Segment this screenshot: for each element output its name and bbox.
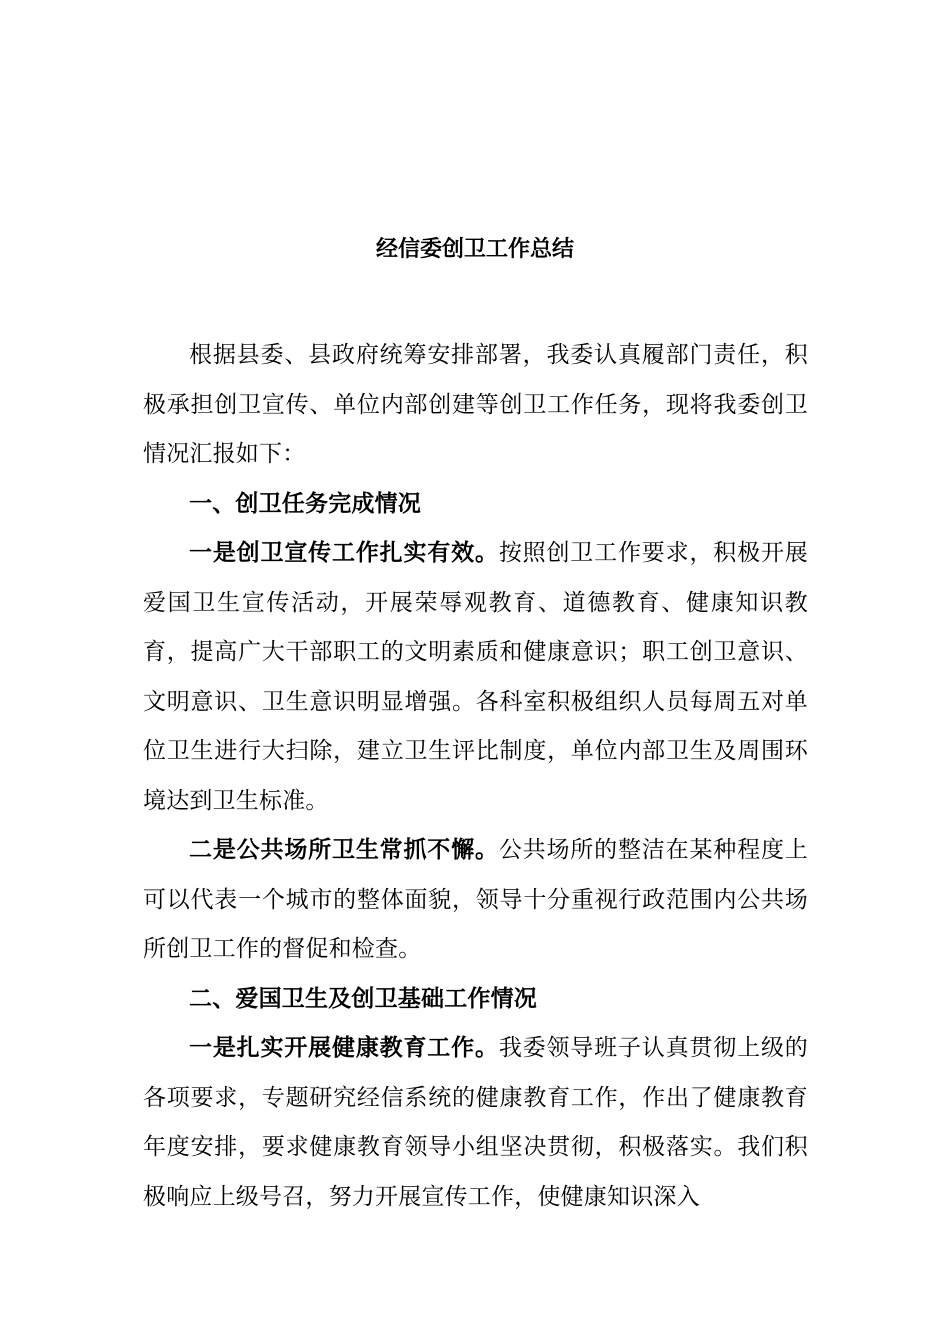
paragraph-lead: 一是扎实开展健康教育工作。 <box>189 1035 499 1061</box>
document-body <box>143 331 808 1222</box>
paragraph-publicity <box>143 529 808 826</box>
paragraph-text: 按照创卫工作要求，积极开展爱国卫生宣传活动，开展荣辱观教育、道德教育、健康知识教育，提高广大干部职工的文明素质和健康意识；职工创卫意识、文明意识、卫生意识明显增强。各科室积极组织人员每周五对单位卫生进行大扫除，建立卫生评比制度，单位内部卫生及周围环境达到卫生标准。 <box>143 540 808 814</box>
section-heading-2: 二、爱国卫生及创卫基础工作情况 <box>189 985 537 1012</box>
section-heading-1: 一、创卫任务完成情况 <box>189 490 421 517</box>
paragraph-health-education <box>143 1024 808 1222</box>
intro-paragraph <box>143 331 808 480</box>
paragraph-text: 公共场所的整洁在某种程度上可以代表一个城市的整体面貌，领导十分重视行政范围内公共场所创卫工作的督促和检查。 <box>143 837 808 962</box>
paragraph-lead: 一是创卫宣传工作扎实有效。 <box>189 540 499 566</box>
paragraph-public-places <box>143 826 808 975</box>
document-title: 经信委创卫工作总结 <box>375 237 574 262</box>
paragraph-text: 我委领导班子认真贯彻上级的各项要求，专题研究经信系统的健康教育工作，作出了健康教育年度安排，要求健康教育领导小组坚决贯彻，积极落实。我们积极响应上级号召，努力开展宣传工作，使健康知识深入 <box>143 1035 808 1210</box>
paragraph-lead: 二是公共场所卫生常抓不懈。 <box>189 837 499 863</box>
intro-text: 根据县委、县政府统筹安排部署，我委认真履部门责任，积极承担创卫宣传、单位内部创建等创卫工作任务，现将我委创卫情况汇报如下： <box>143 342 808 467</box>
